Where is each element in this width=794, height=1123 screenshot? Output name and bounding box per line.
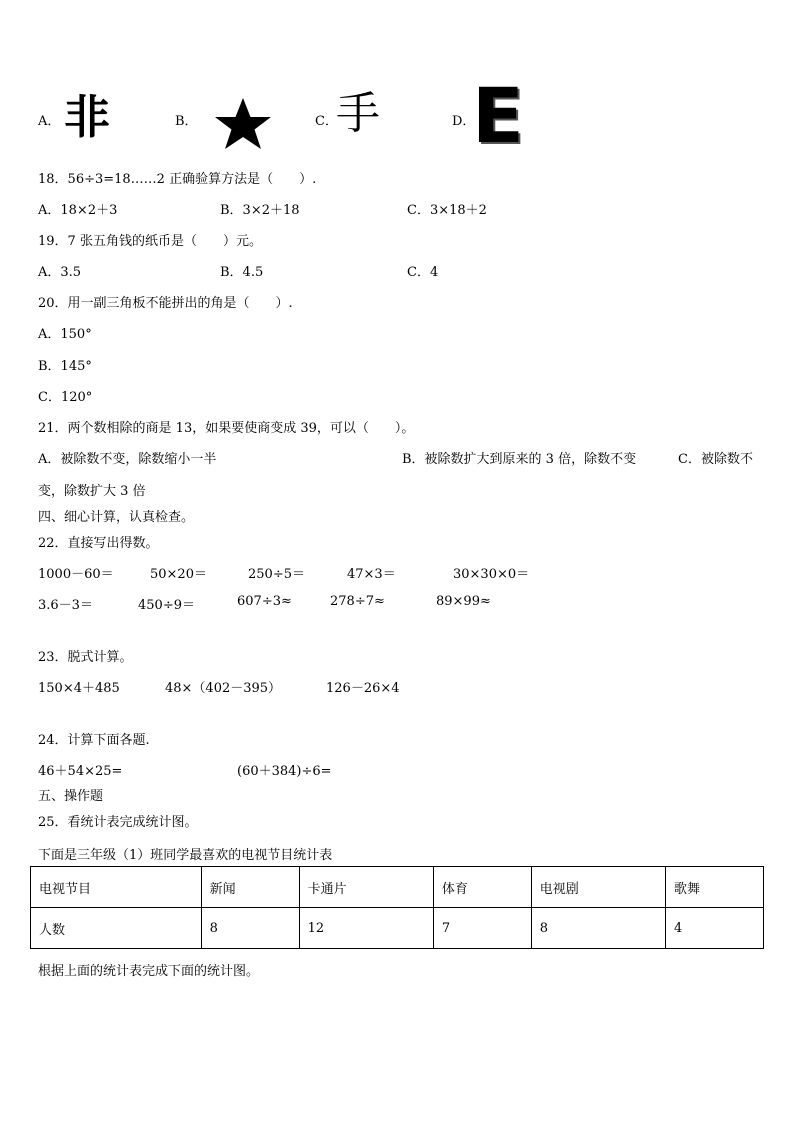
q21-option-b[interactable]: B．被除数扩大到原来的 3 倍，除数不变 bbox=[402, 452, 637, 467]
q22-item: 3.6－3＝ bbox=[38, 598, 93, 613]
shou-character-icon: 手 bbox=[336, 88, 380, 139]
table-cell: 歌舞 bbox=[666, 867, 764, 908]
table-cell: 电视节目 bbox=[31, 867, 202, 908]
table-cell: 电视剧 bbox=[531, 867, 665, 908]
table-cell: 人数 bbox=[31, 908, 202, 949]
q22-item: 250÷5＝ bbox=[248, 567, 305, 582]
q19-option-c[interactable]: C．4 bbox=[407, 265, 439, 280]
chart-instruction: 根据上面的统计表完成下面的统计图。 bbox=[38, 964, 260, 979]
q23-item: 126－26×4 bbox=[326, 681, 400, 696]
star-icon bbox=[212, 96, 274, 152]
table-cell: 体育 bbox=[433, 867, 531, 908]
table-cell: 8 bbox=[201, 908, 299, 949]
table-cell: 8 bbox=[531, 908, 665, 949]
q20-option-c[interactable]: C．120° bbox=[38, 390, 93, 405]
section-five-heading: 五、操作题 bbox=[38, 789, 104, 804]
q18-stem: 18．56÷3=18……2 正确验算方法是（ ）. bbox=[38, 172, 317, 187]
q21-option-c-start[interactable]: C．被除数不 bbox=[678, 452, 753, 467]
q19-stem: 19．7 张五角钱的纸币是（ ）元。 bbox=[38, 234, 262, 249]
q21-option-a[interactable]: A．被除数不变，除数缩小一半 bbox=[38, 452, 217, 467]
q20-option-a[interactable]: A．150° bbox=[38, 327, 92, 342]
q17-option-a-letter[interactable]: A． bbox=[38, 114, 61, 129]
q23-item: 150×4＋485 bbox=[38, 681, 120, 696]
tv-program-stat-table bbox=[30, 866, 764, 949]
q20-option-b[interactable]: B．145° bbox=[38, 359, 92, 374]
q19-option-b[interactable]: B．4.5 bbox=[220, 265, 264, 280]
q17-option-d-letter[interactable]: D． bbox=[452, 114, 476, 129]
q22-item: 450÷9＝ bbox=[138, 598, 195, 613]
q22-item: 89×99≈ bbox=[436, 594, 491, 609]
section-four-heading: 四、细心计算，认真检查。 bbox=[38, 510, 195, 525]
table-row bbox=[31, 908, 764, 949]
q20-stem: 20．用一副三角板不能拼出的角是（ ）. bbox=[38, 296, 293, 311]
q22-item: 607÷3≈ bbox=[237, 594, 292, 609]
q18-option-c[interactable]: C．3×18＋2 bbox=[407, 203, 487, 218]
q21-stem: 21．两个数相除的商是 13，如果要使商变成 39，可以（ ）。 bbox=[38, 421, 415, 436]
q23-stem: 23．脱式计算。 bbox=[38, 650, 133, 665]
table-caption: 下面是三年级（1）班同学最喜欢的电视节目统计表 bbox=[38, 848, 333, 863]
q22-item: 30×30×0＝ bbox=[453, 567, 530, 582]
q17-option-b-letter[interactable]: B． bbox=[175, 114, 198, 129]
letter-e-icon: E bbox=[472, 71, 524, 160]
table-cell: 4 bbox=[666, 908, 764, 949]
q22-item: 278÷7≈ bbox=[330, 594, 385, 609]
q21-option-c-end[interactable]: 变，除数扩大 3 倍 bbox=[38, 484, 146, 499]
q23-item: 48×（402－395） bbox=[165, 681, 282, 696]
table-cell: 12 bbox=[299, 908, 433, 949]
q22-item: 50×20＝ bbox=[150, 567, 207, 582]
q25-stem: 25．看统计表完成统计图。 bbox=[38, 815, 198, 830]
q22-item: 47×3＝ bbox=[347, 567, 396, 582]
fei-character-icon: 非 bbox=[64, 90, 110, 144]
q22-stem: 22．直接写出得数。 bbox=[38, 536, 159, 551]
q24-item: (60＋384)÷6= bbox=[237, 764, 332, 779]
q17-option-c-letter[interactable]: C． bbox=[315, 114, 338, 129]
table-cell: 新闻 bbox=[201, 867, 299, 908]
q18-option-b[interactable]: B．3×2＋18 bbox=[220, 203, 300, 218]
q19-option-a[interactable]: A．3.5 bbox=[38, 265, 82, 280]
q18-option-a[interactable]: A．18×2＋3 bbox=[38, 203, 118, 218]
table-header-row bbox=[31, 867, 764, 908]
q24-stem: 24．计算下面各题. bbox=[38, 733, 150, 748]
q24-item: 46＋54×25= bbox=[38, 764, 123, 779]
table-cell: 卡通片 bbox=[299, 867, 433, 908]
q22-item: 1000－60＝ bbox=[38, 567, 114, 582]
table-cell: 7 bbox=[433, 908, 531, 949]
